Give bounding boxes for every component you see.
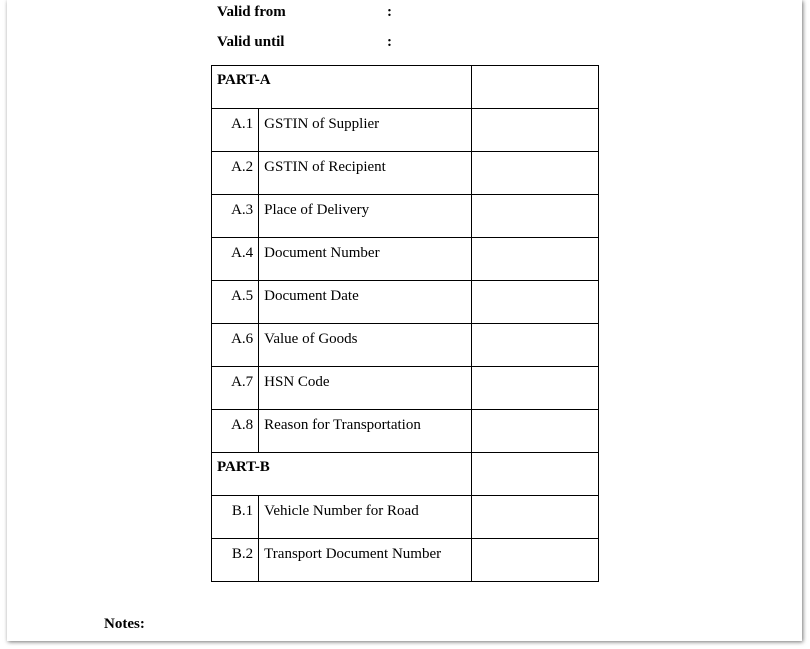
eway-bill-table: [211, 65, 599, 582]
table-row: [212, 281, 599, 324]
row-label: Vehicle Number for Road: [259, 496, 472, 539]
value-cell: [472, 195, 599, 238]
valid-until-label: Valid until: [217, 34, 285, 50]
valid-from-colon: :: [387, 4, 392, 20]
row-number: A.5: [212, 281, 259, 324]
value-cell: [472, 496, 599, 539]
row-label: Transport Document Number: [259, 539, 472, 582]
table-row: [212, 152, 599, 195]
table-row: [212, 496, 599, 539]
row-label: GSTIN of Recipient: [259, 152, 472, 195]
row-label: Reason for Transportation: [259, 410, 472, 453]
value-cell: [472, 453, 599, 496]
part-b-title: PART-B: [212, 453, 472, 496]
valid-until-colon: :: [387, 34, 392, 50]
table-row: [212, 367, 599, 410]
value-cell: [472, 324, 599, 367]
row-label: Document Number: [259, 238, 472, 281]
row-number: A.3: [212, 195, 259, 238]
row-number: A.1: [212, 109, 259, 152]
table-row: [212, 539, 599, 582]
notes-label: Notes:: [104, 616, 145, 632]
row-label: HSN Code: [259, 367, 472, 410]
row-label: GSTIN of Supplier: [259, 109, 472, 152]
row-number: A.4: [212, 238, 259, 281]
value-cell: [472, 410, 599, 453]
table-row: [212, 238, 599, 281]
row-number: B.1: [212, 496, 259, 539]
row-number: A.8: [212, 410, 259, 453]
valid-from-label: Valid from: [217, 4, 286, 20]
part-a-header-row: [212, 66, 599, 109]
value-cell: [472, 109, 599, 152]
row-number: A.6: [212, 324, 259, 367]
row-number: A.2: [212, 152, 259, 195]
value-cell: [472, 152, 599, 195]
row-label: Value of Goods: [259, 324, 472, 367]
part-b-header-row: [212, 453, 599, 496]
document-page: [7, 0, 802, 641]
row-label: Document Date: [259, 281, 472, 324]
value-cell: [472, 539, 599, 582]
value-cell: [472, 66, 599, 109]
value-cell: [472, 367, 599, 410]
table-row: [212, 195, 599, 238]
value-cell: [472, 238, 599, 281]
row-label: Place of Delivery: [259, 195, 472, 238]
row-number: B.2: [212, 539, 259, 582]
table-row: [212, 324, 599, 367]
part-a-title: PART-A: [212, 66, 472, 109]
row-number: A.7: [212, 367, 259, 410]
table-row: [212, 109, 599, 152]
value-cell: [472, 281, 599, 324]
table-row: [212, 410, 599, 453]
